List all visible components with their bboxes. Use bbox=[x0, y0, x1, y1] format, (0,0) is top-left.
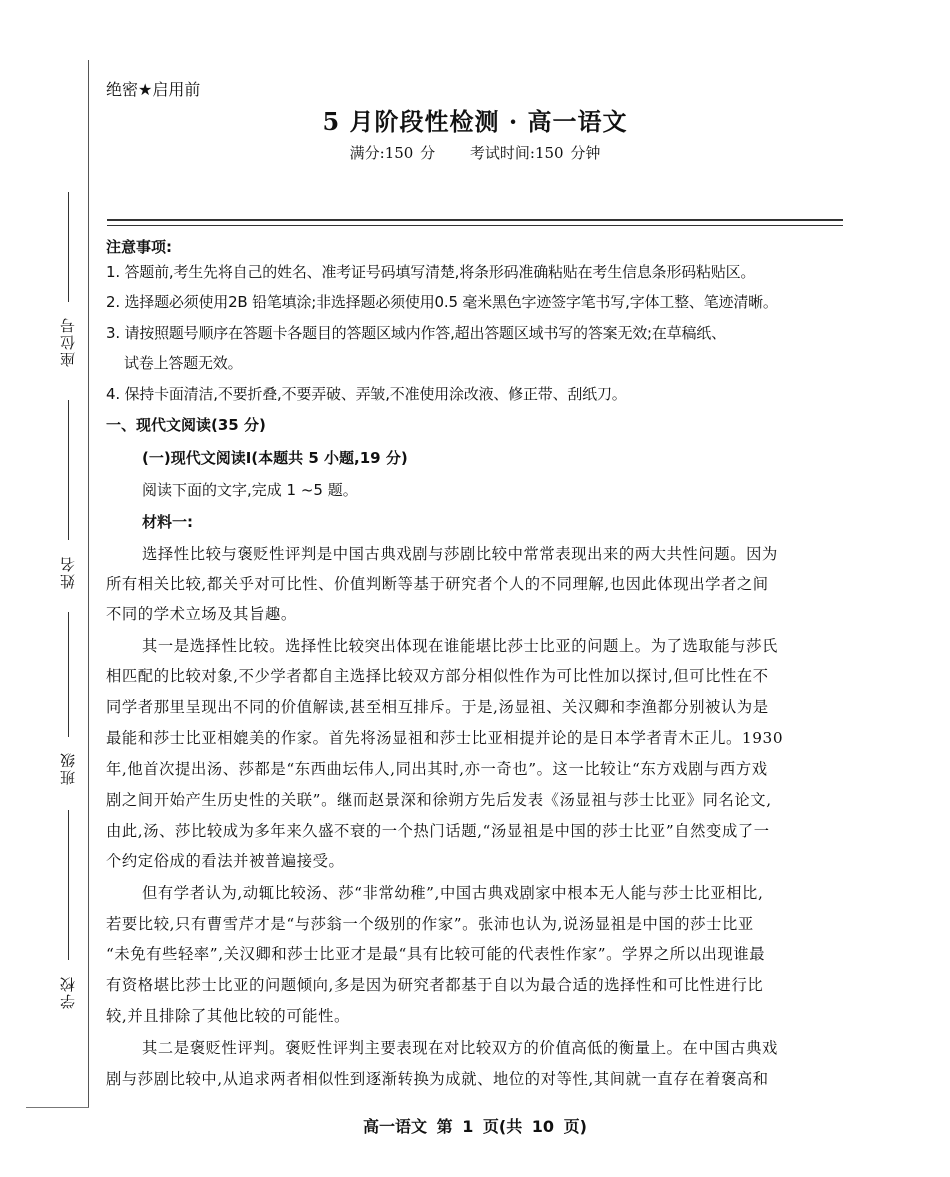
passage-line: 若要比较,只有曹雪芹才是“与莎翁一个级别的作家”。张沛也认为,说汤显祖是中国的莎士比亚 bbox=[106, 915, 754, 933]
exam-meta bbox=[0, 142, 950, 163]
passage-line: 较,并且排除了其他比较的可能性。 bbox=[106, 1007, 350, 1025]
section-heading: 一、现代文阅读(35 分) bbox=[106, 416, 266, 434]
notice-item: 2. 选择题必须使用2B 铅笔填涂;非选择题必须使用0.5 毫米黑色字迹签字笔书写,字体工整、笔迹清晰。 bbox=[106, 293, 778, 311]
seat-label: 座位号 bbox=[59, 316, 77, 368]
seat-line-bottom bbox=[68, 400, 69, 540]
passage-line: 选择性比较与褒贬性评判是中国古典戏剧与莎剧比较中常常表现出来的两大共性问题。因为 bbox=[142, 545, 778, 563]
header-rule-thick bbox=[107, 219, 843, 221]
notice-item: 试卷上答题无效。 bbox=[124, 354, 243, 372]
notice-item: 3. 请按照题号顺序在答题卡各题目的答题区域内作答,超出答题区域书写的答案无效;在草稿纸、 bbox=[106, 324, 726, 342]
passage-line: 个约定俗成的看法并被普遍接受。 bbox=[106, 852, 345, 870]
passage-line: 所有相关比较,都关乎对可比性、价值判断等基于研究者个人的不同理解,也因此体现出学者之间 bbox=[106, 575, 769, 593]
school-label: 学校 bbox=[59, 975, 77, 1009]
passage-line: 有资格堪比莎士比亚的问题倾向,多是因为研究者都基于自以为最合适的选择性和可比性进行比 bbox=[106, 976, 764, 994]
binding-strip bbox=[28, 60, 88, 1110]
passage-line: 不同的学术立场及其旨趣。 bbox=[106, 605, 297, 623]
material-label: 材料一: bbox=[142, 513, 193, 531]
passage-line: 其一是选择性比较。选择性比较突出体现在谁能堪比莎士比亚的问题上。为了选取能与莎氏 bbox=[142, 637, 778, 655]
notice-title: 注意事项: bbox=[106, 238, 172, 256]
binding-border bbox=[88, 60, 89, 1108]
name-label: 姓名 bbox=[59, 555, 77, 589]
passage-line: 但有学者认为,动辄比较汤、莎“非常幼稚”,中国古典戏剧家中根本无人能与莎士比亚相比, bbox=[142, 884, 764, 902]
seat-line-top bbox=[68, 192, 69, 302]
class-label: 班级 bbox=[59, 751, 77, 785]
passage-line: 剧与莎剧比较中,从追求两者相似性到逐渐转换为成就、地位的对等性,其间就一直存在着褒高和 bbox=[106, 1070, 769, 1088]
notice-item: 1. 答题前,考生先将自己的姓名、准考证号码填写清楚,将条形码准确粘贴在考生信息条形码粘贴区。 bbox=[106, 263, 756, 281]
exam-time: 考试时间:150 分钟 bbox=[469, 144, 601, 162]
binding-bottom-line bbox=[26, 1107, 89, 1108]
page-footer: 高一语文 第 1 页(共 10 页) bbox=[363, 1117, 587, 1136]
notice-item: 4. 保持卡面清洁,不要折叠,不要弄破、弄皱,不准使用涂改液、修正带、刮纸刀。 bbox=[106, 385, 627, 403]
header-rule-thin bbox=[107, 225, 843, 226]
passage-line: 最能和莎士比亚相媲美的作家。首先将汤显祖和莎士比亚相提并论的是日本学者青木正儿。1930 bbox=[106, 729, 784, 747]
subsection-heading: (一)现代文阅读Ⅰ(本题共 5 小题,19 分) bbox=[142, 449, 408, 467]
passage-line: 其二是褒贬性评判。褒贬性评判主要表现在对比较双方的价值高低的衡量上。在中国古典戏 bbox=[142, 1039, 778, 1057]
name-line bbox=[68, 612, 69, 737]
passage-line: 剧之间开始产生历史性的关联”。继而赵景深和徐朔方先后发表《汤显祖与莎士比亚》同名论文, bbox=[106, 791, 772, 809]
passage-line: 相匹配的比较对象,不少学者都自主选择比较双方部分相似性作为可比性加以探讨,但可比性在不 bbox=[106, 667, 769, 685]
passage-line: 由此,汤、莎比较成为多年来久盛不衰的一个热门话题,“汤显祖是中国的莎士比亚”自然变成了一 bbox=[106, 822, 770, 840]
class-line bbox=[68, 810, 69, 960]
full-score: 满分:150 分 bbox=[349, 144, 436, 162]
confidential-mark: 绝密★启用前 bbox=[106, 80, 201, 99]
passage-line: “未免有些轻率”,关汉卿和莎士比亚才是最“具有比较可能的代表性作家”。学界之所以出现谁最 bbox=[106, 945, 766, 963]
page-title: 5 月阶段性检测 · 高一语文 bbox=[322, 107, 628, 136]
passage-line: 同学者那里呈现出不同的价值解读,甚至相互排斥。于是,汤显祖、关汉卿和李渔都分别被认为是 bbox=[106, 698, 769, 716]
passage-line: 年,他首次提出汤、莎都是“东西曲坛伟人,同出其时,亦一奇也”。这一比较让“东方戏剧与西方戏 bbox=[106, 760, 768, 778]
reading-instruction: 阅读下面的文字,完成 1 ~5 题。 bbox=[142, 481, 358, 499]
